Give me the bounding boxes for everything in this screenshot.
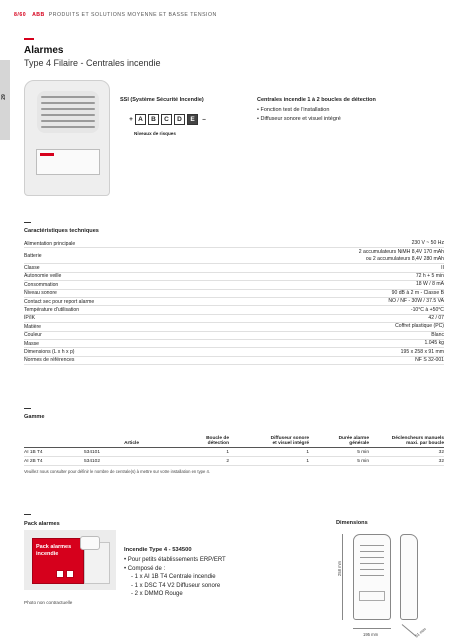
spec-label: Matière [24, 323, 41, 330]
risk-level-c: C [161, 114, 172, 125]
risk-levels-caption: Niveaux de risques [134, 131, 176, 136]
pack-title: Incendie Type 4 - 534500 [124, 547, 192, 553]
section-title: PRODUITS ET SOLUTIONS MOYENNE ET BASSE TENSION [48, 12, 217, 18]
centrales-title: Centrales incendie 1 à 2 boucles de détection [257, 97, 376, 103]
gamme-table [24, 430, 444, 474]
speaker-grill [37, 91, 99, 133]
spec-row [24, 323, 444, 331]
side-tab-label: 29 [0, 94, 7, 100]
risk-level-a: A [135, 114, 146, 125]
spec-value: 18 W / 8 mA [415, 281, 444, 288]
spec-row [24, 306, 444, 314]
page-subtitle: Type 4 Filaire - Centrales incendie [24, 58, 161, 68]
spec-row [24, 298, 444, 306]
col-header-declencheurs: Déclencheurs manuels maxi. par boucle [391, 436, 444, 446]
height-line [342, 534, 343, 620]
front-label-panel [36, 149, 100, 175]
gamme-note: Veuillez nous consulter pour définir le nombre de centrale(s) à mettre sur votre installation en type 4. [24, 469, 210, 474]
list-item: - 1 x AI 1B T4 Centrale incendie [124, 573, 226, 582]
spec-label: Dimensions (L x h x p) [24, 348, 75, 355]
spec-row [24, 273, 444, 281]
spec-label: Autonomie veille [24, 273, 62, 280]
width-line [353, 628, 391, 629]
spec-label: Normes de références [24, 357, 75, 364]
pack-heading: Pack alarmes [24, 521, 60, 527]
cell: 534102 [84, 458, 101, 464]
cell: 32 [438, 458, 444, 464]
spec-value-alt: ou 2 accumulateurs 8,4V 280 mAh [365, 255, 444, 262]
dimensions-drawing [330, 532, 446, 640]
spec-value: 42 / 07 [428, 315, 444, 322]
section-divider [24, 222, 31, 223]
spec-label: Alimentation principale [24, 240, 76, 247]
col-header-diffuseur: Diffuseur sonore et visuel intégré [270, 436, 309, 446]
height-label: 258 mm [337, 560, 343, 577]
spec-row [24, 315, 444, 323]
minus-sign: – [202, 116, 206, 123]
section-divider [24, 408, 31, 409]
risk-level-b: B [148, 114, 159, 125]
spec-value: 230 V ~ 50 Hz [411, 240, 444, 247]
spec-value: II [441, 264, 444, 271]
front-view [353, 534, 391, 620]
feature-item: • Fonction test de l'installation [257, 106, 341, 115]
photo-caption: Photo non contractuelle [24, 600, 73, 605]
alarm-central-image [24, 80, 110, 196]
cell: 1 [226, 449, 229, 455]
spec-label: Classe [24, 265, 40, 272]
table-row [24, 457, 444, 466]
side-view [400, 534, 418, 620]
width-label: 195 mm [363, 632, 379, 637]
risk-level-d: D [174, 114, 185, 125]
list-item: - 1 x DSC T4 V2 Diffuseur sonore [124, 582, 226, 591]
gamme-header-row [24, 430, 444, 448]
pack-box-text: Pack alarmes incendie [36, 544, 72, 557]
cell: 32 [438, 449, 444, 455]
risk-level-e-selected: E [187, 114, 198, 125]
spec-value: 90 dB à 2 m - Classe B [391, 289, 444, 296]
spec-label: Couleur [24, 332, 42, 339]
ssi-title: SSI (Système Sécurité Incendie) [120, 97, 204, 103]
spec-value: 2 accumulateurs NiMH 8,4V 170 mAh [358, 249, 444, 256]
col-header-duree: Durée alarme générale [338, 436, 369, 446]
spec-row [24, 340, 444, 348]
spec-value: NO / NF - 30W / 37.5 VA [388, 298, 444, 305]
spec-value: Blanc [431, 331, 444, 338]
cell: 2 [226, 458, 229, 464]
cell: AI 2B T4 [24, 458, 43, 464]
spec-row [24, 264, 444, 272]
spec-label: Masse [24, 340, 40, 347]
device-thumbnail [80, 536, 100, 550]
spec-row [24, 281, 444, 289]
cell: AI 1B T4 [24, 449, 43, 455]
spec-row [24, 290, 444, 298]
specs-table [24, 240, 444, 365]
spec-value: 72 h + 5 min [415, 273, 444, 280]
centrales-features [257, 106, 341, 123]
spec-value: 195 x 258 x 91 mm [400, 348, 444, 355]
spec-value: -10°C à +50°C [410, 306, 444, 313]
risk-levels [127, 114, 208, 125]
spec-row [24, 357, 444, 365]
gamme-heading: Gamme [24, 414, 45, 420]
spec-label: Contact sec pour report alarme [24, 298, 95, 305]
dimensions-heading: Dimensions [336, 520, 368, 526]
spec-value: Coffret plastique (PC) [395, 323, 444, 330]
spec-label: Consommation [24, 281, 59, 288]
title-accent-bar [24, 38, 34, 40]
side-chapter-tab [0, 60, 10, 140]
spec-row [24, 248, 444, 264]
table-row [24, 448, 444, 457]
page-title: Alarmes [24, 45, 64, 56]
depth-label: 91 mm [413, 626, 427, 639]
pack-contents [124, 556, 226, 599]
section-divider [24, 514, 31, 515]
spec-row [24, 332, 444, 340]
page-header [14, 12, 217, 18]
list-item: • Pour petits établissements ERP/ERT [124, 556, 226, 565]
spec-label: Batterie [24, 252, 42, 259]
cell: 1 [306, 449, 309, 455]
list-item: • Composé de : [124, 565, 226, 574]
spec-label: Température d'utilisation [24, 307, 80, 314]
cell: 534101 [84, 449, 101, 455]
page-number: 8/60 [14, 12, 27, 18]
cell: 1 [306, 458, 309, 464]
spec-value: 1.045 kg [424, 340, 444, 347]
plus-sign: + [129, 116, 133, 123]
cell: 5 min [357, 449, 369, 455]
list-item: - 2 x DMMO Rouge [124, 590, 226, 599]
spec-label: IP/IK [24, 315, 36, 322]
col-header-article: Article [124, 441, 139, 446]
col-header-boucle: Boucle de détection [206, 436, 229, 446]
brand-name: ABB [32, 12, 45, 18]
feature-item: • Diffuseur sonore et visuel intégré [257, 115, 341, 124]
pack-photo [24, 530, 116, 590]
spec-label: Niveau sonore [24, 290, 57, 297]
specs-heading: Caractéristiques techniques [24, 228, 99, 234]
cell: 5 min [357, 458, 369, 464]
spec-row [24, 240, 444, 248]
spec-value: NF S 32-001 [415, 356, 444, 363]
spec-row [24, 348, 444, 356]
